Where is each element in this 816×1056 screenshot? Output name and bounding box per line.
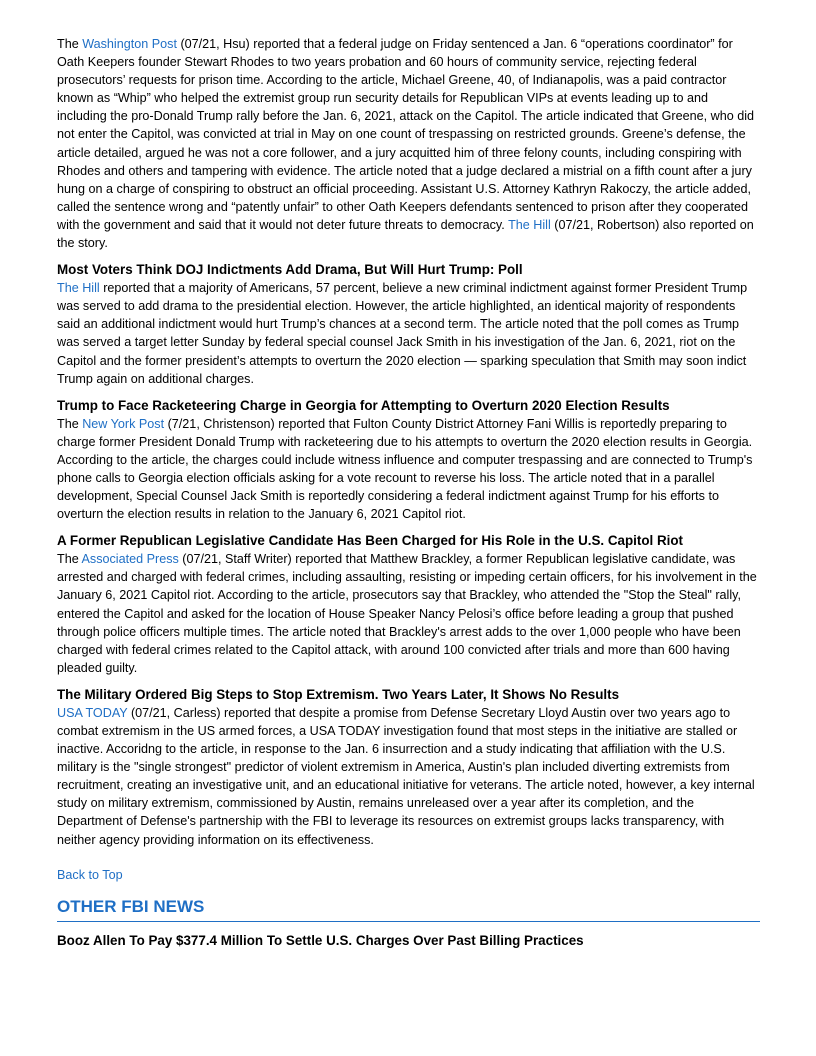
article-title: A Former Republican Legislative Candidate Has Been Charged for His Role in the U.S. Capitol Riot — [57, 533, 683, 549]
article-body — [57, 415, 760, 524]
source-link-associated-press[interactable]: Associated Press — [81, 552, 179, 567]
article-body — [57, 550, 760, 677]
intro-paragraph: The Washington Post (07/21, Hsu) reported that a federal judge on Friday sentenced a Jan. 6 “operations coordinator” for Oath Keepers founder Stewart Rhodes to two years probation and 60 hours of community service, rejecting federal prosecutors’ requests for prison time. According to the article, Michael Greene, 40, of Indianapolis, was a paid contractor known as “Whip” who helped the extremist group run security details for Republican VIPs at events leading up to and including the pro-Donald Trump rally before the Jan. 6, 2021, attack on the Capitol. The article indicated that Greene, who did not enter the Capitol, was convicted at trial in May on one count of trespassing on restricted grounds. Greene’s defense, the article detailed, argued he was not a core follower, and a jury acquitted him of three felony counts, including conspiring with Rhodes and others and tampering with evidence. The article noted that a judge declared a mistrial on a fifth count after a jury hung on a charge of conspiring to obstruct an official proceeding. Assistant U.S. Attorney Kathryn Rakoczy, the article added, called the sentence wrong and “patently unfair” to other Oath Keepers defendants sentenced to prison after they cooperated with the government and said that it would not deter future threats to democracy. The Hill (07/21, Robertson) also reported on the story. — [57, 37, 755, 251]
article-title: The Military Ordered Big Steps to Stop Extremism. Two Years Later, It Shows No Results — [57, 686, 620, 702]
page-content — [57, 35, 760, 950]
back-to-top-link[interactable]: Back to Top — [57, 867, 123, 882]
article-text: (07/21, Carless) reported that despite a promise from Defense Secretary Lloyd Austin over two years ago to combat extremism in the US armed forces, a USA TODAY investigation found that most steps in the initiative are stalled or inactive. Accoridng to the article, in response to the Jan. 6 insurrection and a study indicating that affiliation with the U.S. military is the "single strongest" predictor of violent extremism in America, Austin's plan included diverting extremists from recruitment, creating an investigative unit, and an educational initiative for veterans. The article noted, however, a key internal study on military extremism, commissioned by Austin, remains unreleased over a year after its completion, and the Department of Defense's partnership with the FBI to leverage its resources on extremist groups lacks transparency, with neither agency providing information on its effectiveness. — [57, 705, 755, 847]
article-body — [57, 279, 760, 388]
source-link-the-hill[interactable]: The Hill — [57, 281, 100, 296]
article-brackley-charged — [57, 532, 760, 677]
intro-text-2: (07/21, Robertson) also reported on the story. — [57, 217, 754, 251]
washington-post-link[interactable]: Washington Post — [82, 37, 177, 51]
article-voters-poll — [57, 261, 760, 388]
article-pre: The — [57, 552, 82, 567]
article-text: (7/21, Christenson) reported that Fulton County District Attorney Fani Willis is reportedly preparing to charge former President Donald Trump with racketeering due to his attempts to overturn the 2020 election results in Georgia. According to the article, the charges could include witness influence and computer trespassing and are connected to Trump's phone calls to Georgia election officials asking for a vote recount to reverse his loss. The article noted that in a parallel development, Special Counsel Jack Smith is reportedly considering a federal indictment against Trump for his efforts to overturn the election results in relation to the January 6, 2021 Capitol riot. — [57, 416, 753, 522]
next-article-headline: Booz Allen To Pay $377.4 Million To Settle U.S. Charges Over Past Billing Practices — [57, 932, 584, 948]
article-military-extremism — [57, 686, 760, 849]
section-title-other-fbi-news: OTHER FBI NEWS — [57, 896, 760, 922]
article-georgia-racketeering — [57, 397, 760, 524]
article-title: Trump to Face Racketeering Charge in Georgia for Attempting to Overturn 2020 Election Results — [57, 397, 670, 413]
article-text: reported that a majority of Americans, 57 percent, believe a new criminal indictment against former President Trump was served to add drama to the presidential election. However, the article highlighted, an identical majority of respondents said an additional indictment would hurt Trump’s chances at a second term. The article noted that the poll comes as Trump was served a target letter Sunday by federal special counsel Jack Smith in his investigation of the Jan. 6, 2021, riot on the Capitol and the former president’s attempts to overturn the 2020 election — sparking speculation that Smith may soon indict Trump again on additional charges. — [57, 281, 748, 386]
article-text: (07/21, Staff Writer) reported that Matthew Brackley, a former Republican legislative candidate, was arrested and charged with federal crimes, including assaulting, resisting or impeding certain officers, for his involvement in the January 6, 2021 Capitol riot. According to the article, prosecutors say that Brackley, who attended the "Stop the Steal" rally, entered the Capitol and asked for the location of House Speaker Nancy Pelosi’s office before leading a group that pushed through police officers multiple times. The article noted that Brackley's arrest adds to the over 1,000 people who have been charged with federal crimes related to the Capitol attack, with around 100 convicted after trials and more than 600 having pleaded guilty. — [57, 552, 757, 675]
the-hill-link[interactable]: The Hill — [508, 217, 551, 232]
article-title: Most Voters Think DOJ Indictments Add Drama, But Will Hurt Trump: Poll — [57, 262, 523, 278]
article-pre: The — [57, 416, 83, 431]
intro-text-1: (07/21, Hsu) reported that a federal judge on Friday sentenced a Jan. 6 “operations coordinator” for Oath Keepers founder Stewart Rhodes to two years probation and 60 hours of community service, rejecting federal prosecutors’ requests for prison time. According to the article, Michael Greene, 40, of Indianapolis, was a paid contractor known as “Whip” who helped the extremist group run security details for Republican VIPs at events leading up to and including the pro-Donald Trump rally before the Jan. 6, 2021, attack on the Capitol. The article indicated that Greene, who did not enter the Capitol, was convicted at trial in May on one count of trespassing on restricted grounds. Greene’s defense, the article detailed, argued he was not a core follower, and a jury acquitted him of three felony counts, including conspiring with Rhodes and others and tampering with evidence. The article noted that a judge declared a mistrial on a fifth count after a jury hung on a charge of conspiring to obstruct an official proceeding. Assistant U.S. Attorney Kathryn Rakoczy, the article added, called the sentence wrong and “patently unfair” to other Oath Keepers defendants sentenced to prison after they cooperated with the government and said that it would not deter future threats to democracy. — [57, 37, 755, 232]
source-link-usa-today[interactable]: USA TODAY — [57, 705, 128, 720]
source-link-new-york-post[interactable]: New York Post — [82, 416, 165, 431]
article-body — [57, 704, 760, 849]
